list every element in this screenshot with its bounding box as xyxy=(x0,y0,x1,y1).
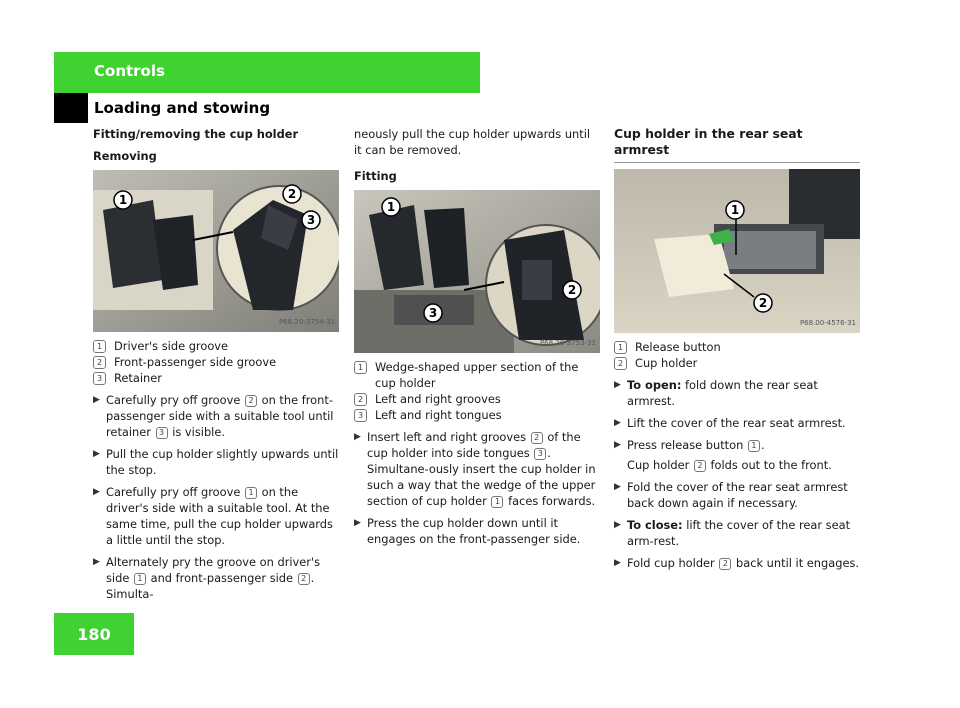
triangle-right-icon: ▶ xyxy=(614,482,621,492)
heading-removing: Removing xyxy=(93,149,157,163)
column-1 xyxy=(93,126,339,602)
figure-removing xyxy=(93,170,339,332)
step-item: ▶ Press release button 1 . xyxy=(614,438,765,452)
legend-item: 3 Left and right tongues xyxy=(354,407,600,423)
triangle-right-icon: ▶ xyxy=(93,449,100,459)
svg-text:2: 2 xyxy=(758,296,768,310)
cup-holder-fitting-illustration xyxy=(354,190,600,353)
legend-item: 3 Retainer xyxy=(93,370,339,386)
triangle-right-icon: ▶ xyxy=(93,395,100,405)
heading-fitting-removing: Fitting/removing the cup holder xyxy=(93,127,299,141)
rear-armrest-illustration xyxy=(614,169,860,333)
column-2 xyxy=(354,126,600,547)
heading-cup-holder-rear: Cup holder in the rear seat armrest xyxy=(614,126,860,163)
column-3 xyxy=(614,126,860,571)
legend-item: 1 Wedge-shaped upper section of the cup holder xyxy=(354,359,600,391)
cup-holder-removing-illustration xyxy=(93,170,339,332)
legend-item: 1 Driver's side groove xyxy=(93,338,339,354)
step-note: Cup holder 2 folds out to the front. xyxy=(627,458,832,472)
triangle-right-icon: ▶ xyxy=(354,518,361,528)
svg-text:1: 1 xyxy=(386,200,396,214)
step-item: ▶ Fold the cover of the rear seat armrest back down again if necessary. xyxy=(614,480,848,510)
heading-fitting: Fitting xyxy=(354,169,397,183)
triangle-right-icon: ▶ xyxy=(93,487,100,497)
svg-text:2: 2 xyxy=(567,283,577,297)
triangle-right-icon: ▶ xyxy=(614,520,621,530)
svg-text:2: 2 xyxy=(287,187,297,201)
legend-item: 2 Left and right grooves xyxy=(354,391,600,407)
section-title: Controls xyxy=(94,62,165,80)
triangle-right-icon: ▶ xyxy=(614,440,621,450)
triangle-right-icon: ▶ xyxy=(354,432,361,442)
header-black-tab xyxy=(54,93,88,123)
step-item: ▶ Pull the cup holder slightly upwards until the stop. xyxy=(93,447,339,477)
legend-item: 1 Release button xyxy=(614,339,860,355)
figure-code: P68.00-4576-31 xyxy=(799,319,856,327)
step-item: ▶ Fold cup holder 2 back until it engages. xyxy=(614,556,860,570)
svg-text:3: 3 xyxy=(306,213,316,227)
legend-item: 2 Front-passenger side groove xyxy=(93,354,339,370)
step-item: ▶ Carefully pry off groove 2 on the front-passenger side with a suitable tool until retainer 3 is visible. xyxy=(93,393,334,439)
legend-item: 2 Cup holder xyxy=(614,355,860,371)
step-item: ▶ Insert left and right grooves 2 of the cup holder into side tongues 3 . Simultane-ously insert the cup holder in such a way that the wedge of the upper section of cup holder 1 faces forwards. xyxy=(354,430,596,508)
triangle-right-icon: ▶ xyxy=(614,380,621,390)
step-item: ▶ Carefully pry off groove 1 on the driver's side with a suitable tool. At the same time, pull the cup holder upwards a little until the stop. xyxy=(93,485,333,547)
triangle-right-icon: ▶ xyxy=(614,418,621,428)
triangle-right-icon: ▶ xyxy=(93,557,100,567)
svg-text:1: 1 xyxy=(118,193,128,207)
page-number: 180 xyxy=(54,613,134,655)
figure-fitting xyxy=(354,190,600,353)
triangle-right-icon: ▶ xyxy=(614,558,621,568)
step-item: ▶ To open: fold down the rear seat armrest. xyxy=(614,378,818,408)
svg-text:3: 3 xyxy=(428,306,438,320)
step-item: ▶ To close: lift the cover of the rear seat arm-rest. xyxy=(614,518,851,548)
step-item: ▶ Lift the cover of the rear seat armrest. xyxy=(614,416,846,430)
figure-code: P68.20-3754-31 xyxy=(278,318,335,326)
step-item: ▶ Alternately pry the groove on driver's side 1 and front-passenger side 2 . Simulta- xyxy=(93,555,321,601)
svg-text:1: 1 xyxy=(730,203,740,217)
figure-rear-armrest xyxy=(614,169,860,333)
continued-text: neously pull the cup holder upwards until it can be removed. xyxy=(354,127,591,157)
step-item: ▶ Press the cup holder down until it engages on the front-passenger side. xyxy=(354,516,581,546)
subsection-title: Loading and stowing xyxy=(94,99,271,117)
figure-code: P68.20-3753-31 xyxy=(539,339,596,347)
